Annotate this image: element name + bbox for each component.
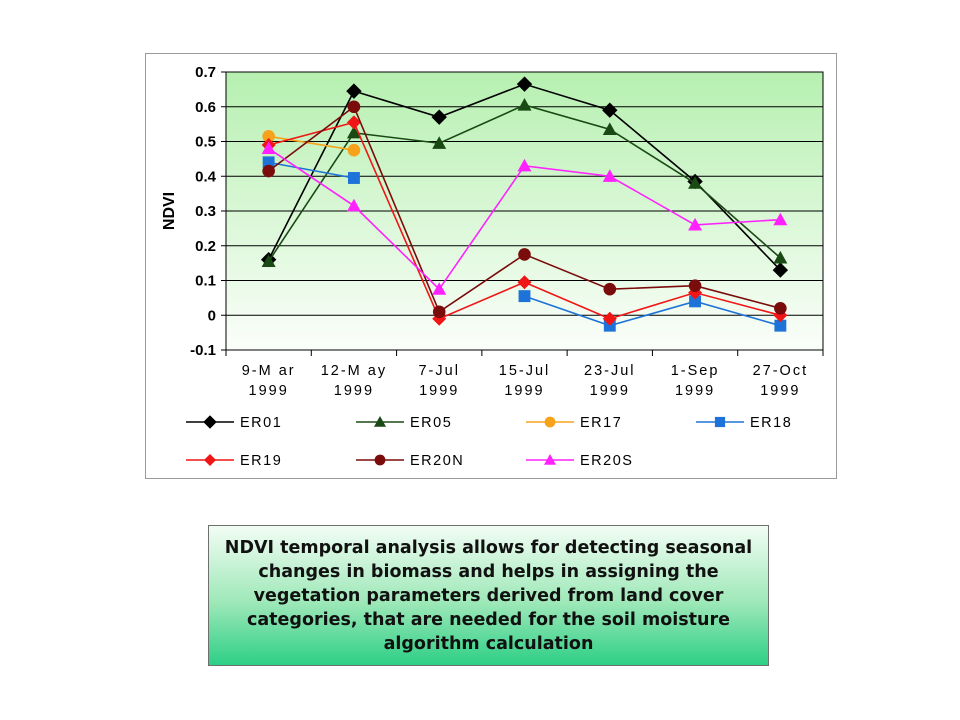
legend-label: ER05 [410, 415, 453, 431]
legend-marker [204, 416, 216, 428]
y-tick-labels [190, 64, 217, 359]
legend-label: ER18 [750, 415, 793, 431]
legend-label: ER19 [240, 453, 283, 469]
legend-marker [375, 455, 386, 466]
x-tick-label: 27-Oct [752, 363, 809, 379]
x-tick-label-year: 1999 [589, 383, 630, 399]
data-point-er20n [262, 165, 275, 178]
x-tick-label-year: 1999 [504, 383, 545, 399]
chart-frame [145, 53, 837, 479]
x-tick-label: 12-M ay [320, 363, 388, 379]
legend-entry-er05 [356, 415, 452, 431]
y-tick-label: -0.1 [190, 342, 216, 359]
legend-entry-er19 [186, 453, 282, 469]
x-tick-label: 9-M ar [241, 363, 296, 379]
legend-entry-er20n [356, 453, 464, 469]
x-tick-label-year: 1999 [419, 383, 460, 399]
legend-entry-er18 [696, 415, 792, 431]
y-tick-label: 0.6 [195, 98, 216, 116]
y-tick-label: 0.4 [195, 168, 216, 186]
data-point-er20n [689, 279, 702, 292]
x-tick-label-year: 1999 [248, 383, 289, 399]
legend-label: ER01 [240, 415, 283, 431]
x-tick-label-year: 1999 [333, 383, 375, 399]
legend-entry-er20s [526, 453, 633, 469]
data-point-er18 [519, 290, 531, 302]
legend-entry-er01 [186, 415, 282, 431]
legend-marker [545, 417, 556, 428]
y-tick-label: 0.7 [195, 64, 216, 81]
x-tick-labels [242, 363, 808, 399]
data-point-er17 [348, 144, 361, 157]
data-point-er20n [603, 283, 616, 296]
y-tick-label: 0 [207, 307, 216, 325]
ndvi-line-chart [146, 54, 838, 480]
caption-box [208, 525, 769, 666]
caption-text: NDVI temporal analysis allows for detecting seasonal changes in biomass and helps in assigning the vegetation parameters derived from land cover categories, that are needed for the soil moisture algorithm calculation [224, 537, 753, 654]
x-tick-label: 15-Jul [498, 363, 551, 379]
legend-label: ER20N [410, 453, 465, 469]
legend-marker [715, 417, 725, 427]
data-point-er20n [518, 248, 531, 261]
data-point-er20n [433, 305, 446, 318]
y-axis-label: NDVI [161, 191, 178, 231]
data-point-er18 [348, 172, 360, 184]
x-tick-label: 1-Sep [670, 363, 720, 379]
legend-label: ER17 [580, 415, 623, 431]
legend-entry-er17 [526, 415, 622, 431]
x-tick-label: 7-Jul [418, 363, 460, 379]
data-point-er20n [774, 302, 787, 315]
legend-marker [204, 454, 216, 466]
legend-label: ER20S [580, 453, 634, 469]
x-tick-label-year: 1999 [674, 383, 716, 399]
y-tick-label: 0.2 [195, 237, 216, 255]
y-tick-label: 0.1 [195, 272, 216, 290]
y-tick-label: 0.5 [195, 133, 216, 151]
x-tick-label-year: 1999 [760, 383, 801, 399]
data-point-er20n [348, 100, 361, 113]
x-tick-label: 23-Jul [584, 363, 636, 379]
y-tick-label: 0.3 [195, 203, 216, 220]
legend [186, 415, 792, 469]
